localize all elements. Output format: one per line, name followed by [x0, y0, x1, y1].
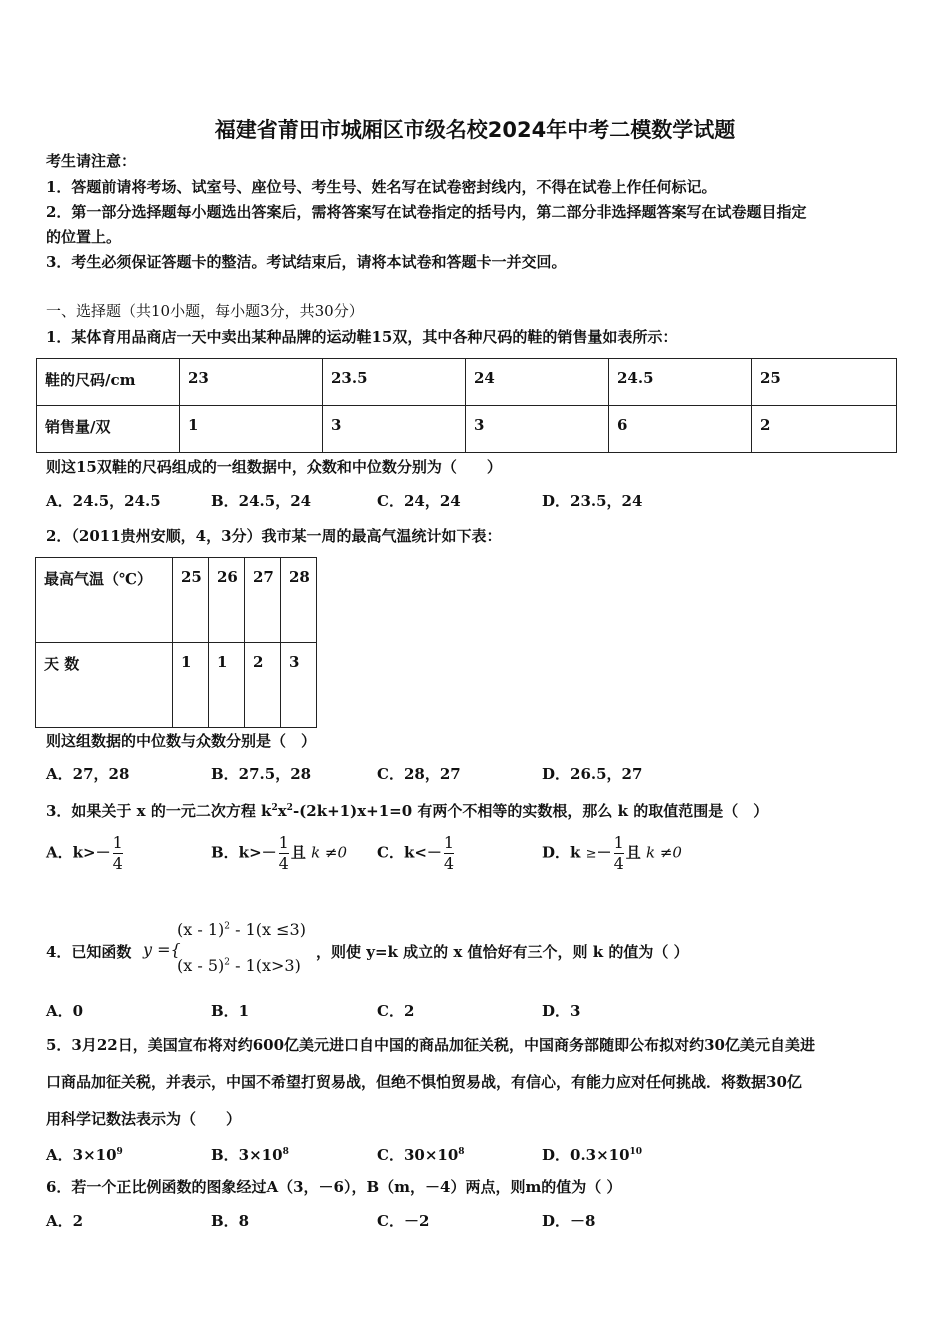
case-expression: (x - 1) — [177, 920, 225, 939]
table-cell: 24.5 — [609, 359, 752, 406]
q5-option-c — [377, 1142, 465, 1165]
table-cell: 28 — [281, 558, 317, 643]
minus-sign: － — [596, 843, 612, 862]
q2-option-b: B．27.5，28 — [211, 765, 312, 783]
fraction — [444, 833, 454, 874]
fraction — [614, 833, 624, 874]
option-text: 且 — [290, 843, 306, 862]
fraction — [279, 833, 289, 874]
q2-option-d: D．26.5，27 — [542, 765, 643, 783]
table-cell: 25 — [752, 359, 897, 406]
q2-option-a: A．27，28 — [46, 765, 130, 783]
notice-item: 1．答题前请将考场、试室号、座位号、考生号、姓名写在试卷密封线内，不得在试卷上作任何标记。 — [46, 178, 717, 196]
option-label: B．k>－ — [211, 843, 277, 862]
q5-option-a — [46, 1142, 123, 1165]
q1-question: 则这15双鞋的尺码组成的一组数据中，众数和中位数分别为（ ） — [46, 458, 502, 476]
q6-option-b: B．8 — [211, 1212, 250, 1230]
q1-table — [36, 358, 897, 453]
q3-exponent: 2 — [286, 803, 293, 813]
option-text: B．3×10 — [211, 1146, 283, 1164]
q6-option-a: A．2 — [46, 1212, 84, 1230]
table-cell: 25 — [173, 558, 209, 643]
notice-item: 3．考生必须保证答题卡的整洁。考试结束后，请将本试卷和答题卡一并交回。 — [46, 253, 567, 271]
frac-denominator: 4 — [112, 854, 123, 873]
table-cell: 23.5 — [323, 359, 466, 406]
k-not-zero: k ≠0 — [311, 843, 348, 862]
table-cell: 3 — [466, 406, 609, 453]
q3-stem-part: x — [277, 802, 287, 820]
q2-option-c: C．28，27 — [377, 765, 461, 783]
q4-case-1 — [177, 920, 306, 939]
q1-option-c: C．24，24 — [377, 492, 461, 510]
q2-stem: 2．（2011贵州安顺，4，3分）我市某一周的最高气温统计如下表： — [46, 527, 502, 545]
q1-option-b: B．24.5，24 — [211, 492, 312, 510]
q1-option-d: D．23.5，24 — [542, 492, 643, 510]
frac-numerator: 1 — [443, 833, 455, 852]
option-exponent: 8 — [282, 1147, 289, 1157]
option-text: C．30×10 — [377, 1146, 459, 1164]
notice-item: 2．第一部分选择题每小题选出答案后，需将答案写在试卷指定的括号内，第二部分非选择题答案写在试卷题目指定 — [46, 203, 807, 221]
table-cell: 24 — [466, 359, 609, 406]
table-cell: 1 — [173, 643, 209, 728]
table-cell: 3 — [281, 643, 317, 728]
q5-option-b — [211, 1142, 289, 1165]
q4-option-d: D．3 — [542, 1002, 581, 1020]
option-exponent: 10 — [629, 1147, 643, 1157]
option-label: C．k<－ — [377, 843, 442, 862]
option-label: D．k — [542, 843, 581, 862]
section-heading: 一、选择题（共10小题，每小题3分，共30分） — [46, 302, 364, 320]
q3-stem — [46, 798, 768, 821]
table-cell: 2 — [245, 643, 281, 728]
option-text: 且 — [625, 843, 641, 862]
q4-prefix: 4．已知函数 — [46, 943, 132, 961]
q5-option-d — [542, 1142, 642, 1165]
table-cell: 最高气温（℃） — [36, 558, 173, 643]
case-exponent: 2 — [224, 921, 230, 932]
q5-stem-line: 口商品加征关税，并表示，中国不希望打贸易战，但绝不惧怕贸易战，有信心，有能力应对任何挑战．将数据30亿 — [46, 1073, 802, 1091]
page-title: 福建省莆田市城厢区市级名校2024年中考二模数学试题 — [214, 118, 736, 142]
q4-option-c: C．2 — [377, 1002, 415, 1020]
k-not-zero: k ≠0 — [646, 843, 682, 862]
q2-table — [35, 557, 317, 728]
q3-option-a — [46, 833, 125, 874]
geq-symbol: ≥ — [585, 846, 597, 862]
table-cell: 26 — [209, 558, 245, 643]
q4-function-y — [143, 940, 181, 959]
q6-option-d: D．－8 — [542, 1212, 596, 1230]
q4-case-2 — [177, 956, 301, 975]
q4-suffix: ，则使 y=k 成立的 x 值恰好有三个，则 k 的值为（ ） — [316, 943, 689, 961]
notice-item: 的位置上。 — [46, 228, 122, 246]
q1-option-a: A．24.5，24.5 — [46, 492, 161, 510]
option-exponent: 9 — [116, 1147, 123, 1157]
option-text: A．3×10 — [46, 1146, 117, 1164]
table-cell: 1 — [209, 643, 245, 728]
q2-question: 则这组数据的中位数与众数分别是（ ） — [46, 732, 317, 750]
table-cell: 6 — [609, 406, 752, 453]
case-expression: (x - 5) — [177, 956, 225, 975]
table-cell: 2 — [752, 406, 897, 453]
table-cell: 27 — [245, 558, 281, 643]
table-cell: 1 — [180, 406, 323, 453]
notice-heading: 考生请注意： — [46, 152, 137, 170]
table-cell: 鞋的尺码/cm — [37, 359, 180, 406]
q3-stem-part: 3．如果关于 x 的一元二次方程 k — [46, 802, 272, 820]
q6-stem: 6．若一个正比例函数的图象经过A（3，－6），B（m，－4）两点，则m的值为（ ） — [46, 1178, 622, 1196]
q4-option-a: A．0 — [46, 1002, 84, 1020]
q5-stem-line: 用科学记数法表示为（ ） — [46, 1110, 242, 1128]
table-cell: 3 — [323, 406, 466, 453]
q3-option-d — [542, 833, 682, 874]
frac-numerator: 1 — [278, 833, 289, 852]
q5-stem-line: 5．3月22日，美国宣布将对约600亿美元进口自中国的商品加征关税，中国商务部随即公布拟对约30亿美元自美进 — [46, 1036, 815, 1054]
q3-stem-part: -(2k+1)x+1=0 有两个不相等的实数根，那么 k 的取值范围是（ ） — [292, 802, 769, 820]
q3-option-b — [211, 833, 347, 874]
case-condition: - 1(x>3) — [230, 956, 301, 975]
table-cell: 销售量/双 — [37, 406, 180, 453]
frac-denominator: 4 — [278, 854, 289, 873]
option-label: A．k>－ — [46, 843, 111, 862]
table-cell: 23 — [180, 359, 323, 406]
q1-stem: 1．某体育用品商店一天中卖出某种品牌的运动鞋15双，其中各种尺码的鞋的销售量如表所示： — [46, 328, 678, 346]
q3-exponent: 2 — [271, 803, 278, 813]
frac-denominator: 4 — [443, 854, 455, 873]
table-cell: 天 数 — [36, 643, 173, 728]
function-lhs: y ={ — [143, 940, 181, 959]
option-text: D．0.3×10 — [542, 1146, 630, 1164]
frac-numerator: 1 — [112, 833, 123, 852]
frac-numerator: 1 — [613, 833, 624, 852]
fraction — [113, 833, 123, 874]
option-exponent: 8 — [458, 1147, 465, 1157]
q4-option-b: B．1 — [211, 1002, 250, 1020]
frac-denominator: 4 — [613, 854, 624, 873]
case-exponent: 2 — [224, 957, 230, 968]
case-condition: - 1(x ≤3) — [230, 920, 306, 939]
q6-option-c: C．－2 — [377, 1212, 430, 1230]
q3-option-c — [377, 833, 456, 874]
